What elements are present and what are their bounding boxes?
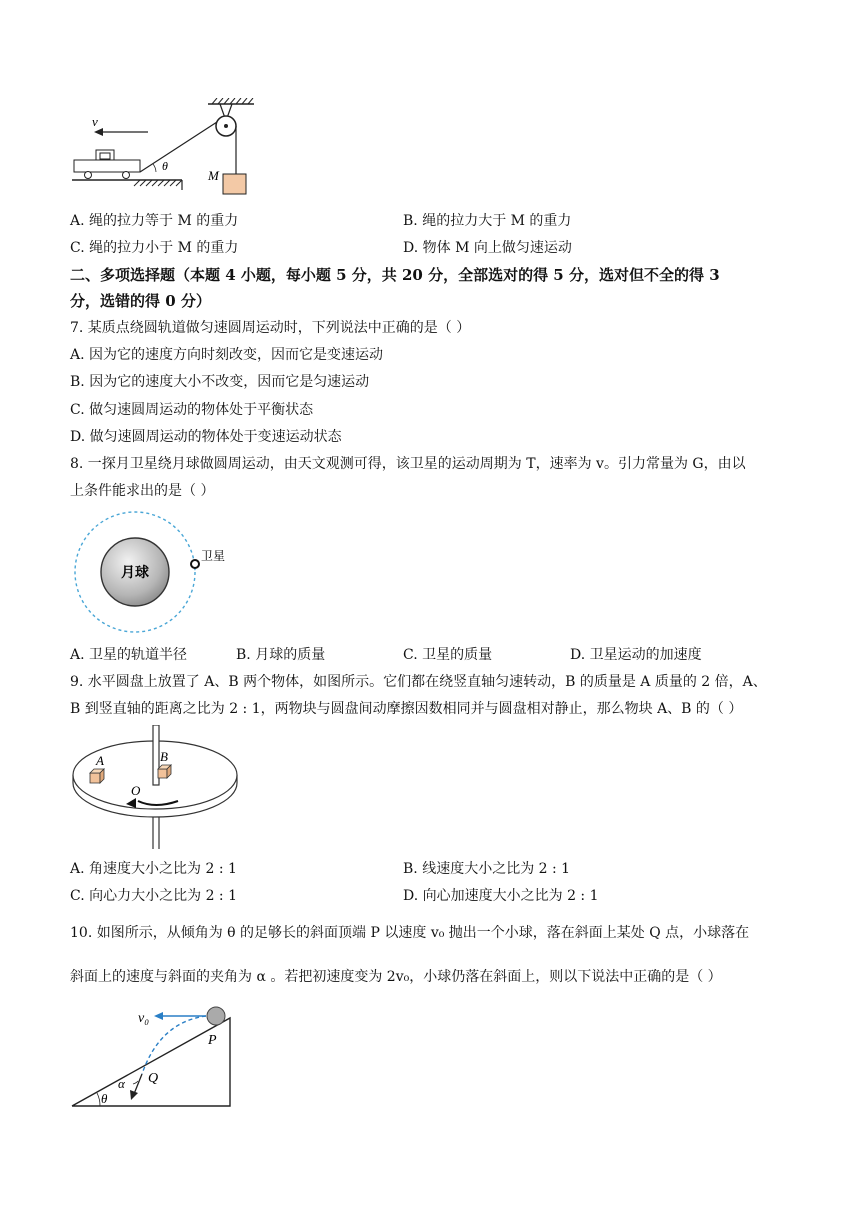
q9-figure — [70, 725, 240, 851]
q8-option-b: B. 月球的质量 — [236, 647, 326, 663]
label-p: P — [208, 1033, 217, 1048]
label-theta: θ — [162, 159, 168, 173]
section2-heading-cont: 分，选错的得 0 分） — [70, 292, 211, 310]
q7-option-c: C. 做匀速圆周运动的物体处于平衡状态 — [70, 402, 314, 418]
section2-heading: 二、多项选择题（本题 4 小题，每小题 5 分，共 20 分，全部选对的得 5 分，选对但不全的得 3 — [70, 266, 720, 284]
q6-option-a: A. 绳的拉力等于 M 的重力 — [70, 213, 239, 229]
q6-figure — [70, 98, 260, 198]
label-q: Q — [148, 1071, 159, 1086]
label-v: v — [92, 114, 98, 129]
ball — [207, 1007, 225, 1025]
q6-option-b: B. 绳的拉力大于 M 的重力 — [403, 213, 572, 229]
label-a: A — [96, 753, 104, 768]
block-b — [158, 765, 171, 778]
q9-option-b: B. 线速度大小之比为 2 : 1 — [403, 861, 571, 877]
moon-label: 月球 — [121, 566, 149, 581]
q8-stem-cont: 上条件能求出的是（ ） — [70, 483, 215, 499]
q7-option-b: B. 因为它的速度大小不改变，因而它是匀速运动 — [70, 374, 370, 390]
q10-stem: 10. 如图所示，从倾角为 θ 的足够长的斜面顶端 P 以速度 v₀ 抛出一个小球，落在斜面上某处 Q 点，小球落在 — [70, 925, 750, 941]
q8-option-d: D. 卫星运动的加速度 — [570, 647, 702, 663]
label-b: B — [160, 749, 168, 764]
block-m — [223, 174, 246, 194]
q9-stem-cont: B 到竖直轴的距离之比为 2 : 1，两物块与圆盘间动摩擦因数相同并与圆盘相对静止，那么物块 A、B 的（ ） — [70, 701, 743, 717]
q8-option-a: A. 卫星的轨道半径 — [70, 647, 188, 663]
q7-stem: 7. 某质点绕圆轨道做匀速圆周运动时，下列说法中正确的是（ ） — [70, 320, 471, 336]
satellite-label: 卫星 — [201, 549, 226, 563]
q9-option-c: C. 向心力大小之比为 2 : 1 — [70, 888, 237, 904]
q9-stem: 9. 水平圆盘上放置了 A、B 两个物体，如图所示。它们都在绕竖直轴匀速转动，B 的质量是 A 质量的 2 倍，A、 — [70, 674, 767, 690]
q8-option-c: C. 卫星的质量 — [403, 647, 493, 663]
satellite-dot — [191, 560, 199, 568]
q7-option-a: A. 因为它的速度方向时刻改变，因而它是变速运动 — [70, 347, 384, 363]
label-alpha: α — [118, 1076, 125, 1091]
q6-option-c: C. 绳的拉力小于 M 的重力 — [70, 240, 239, 256]
q10-stem-cont: 斜面上的速度与斜面的夹角为 α 。若把初速度变为 2v₀，小球仍落在斜面上，则以下说法中正确的是（ ） — [70, 969, 722, 985]
q9-option-d: D. 向心加速度大小之比为 2 : 1 — [403, 888, 599, 904]
label-m: M — [208, 168, 219, 183]
block-a — [90, 769, 104, 783]
q10-figure — [70, 1002, 235, 1110]
label-theta: θ — [101, 1091, 108, 1106]
truck — [74, 150, 140, 179]
q7-option-d: D. 做匀速圆周运动的物体处于变速运动状态 — [70, 429, 342, 445]
q8-stem: 8. 一探月卫星绕月球做圆周运动，由天文观测可得，该卫星的运动周期为 T，速率为 v。引力常量为 G，由以 — [70, 456, 746, 472]
q9-option-a: A. 角速度大小之比为 2 : 1 — [70, 861, 237, 877]
label-o: O — [131, 783, 141, 798]
q8-figure — [70, 508, 240, 638]
label-v0: v₀ — [138, 1011, 150, 1026]
q6-option-d: D. 物体 M 向上做匀速运动 — [403, 240, 572, 256]
